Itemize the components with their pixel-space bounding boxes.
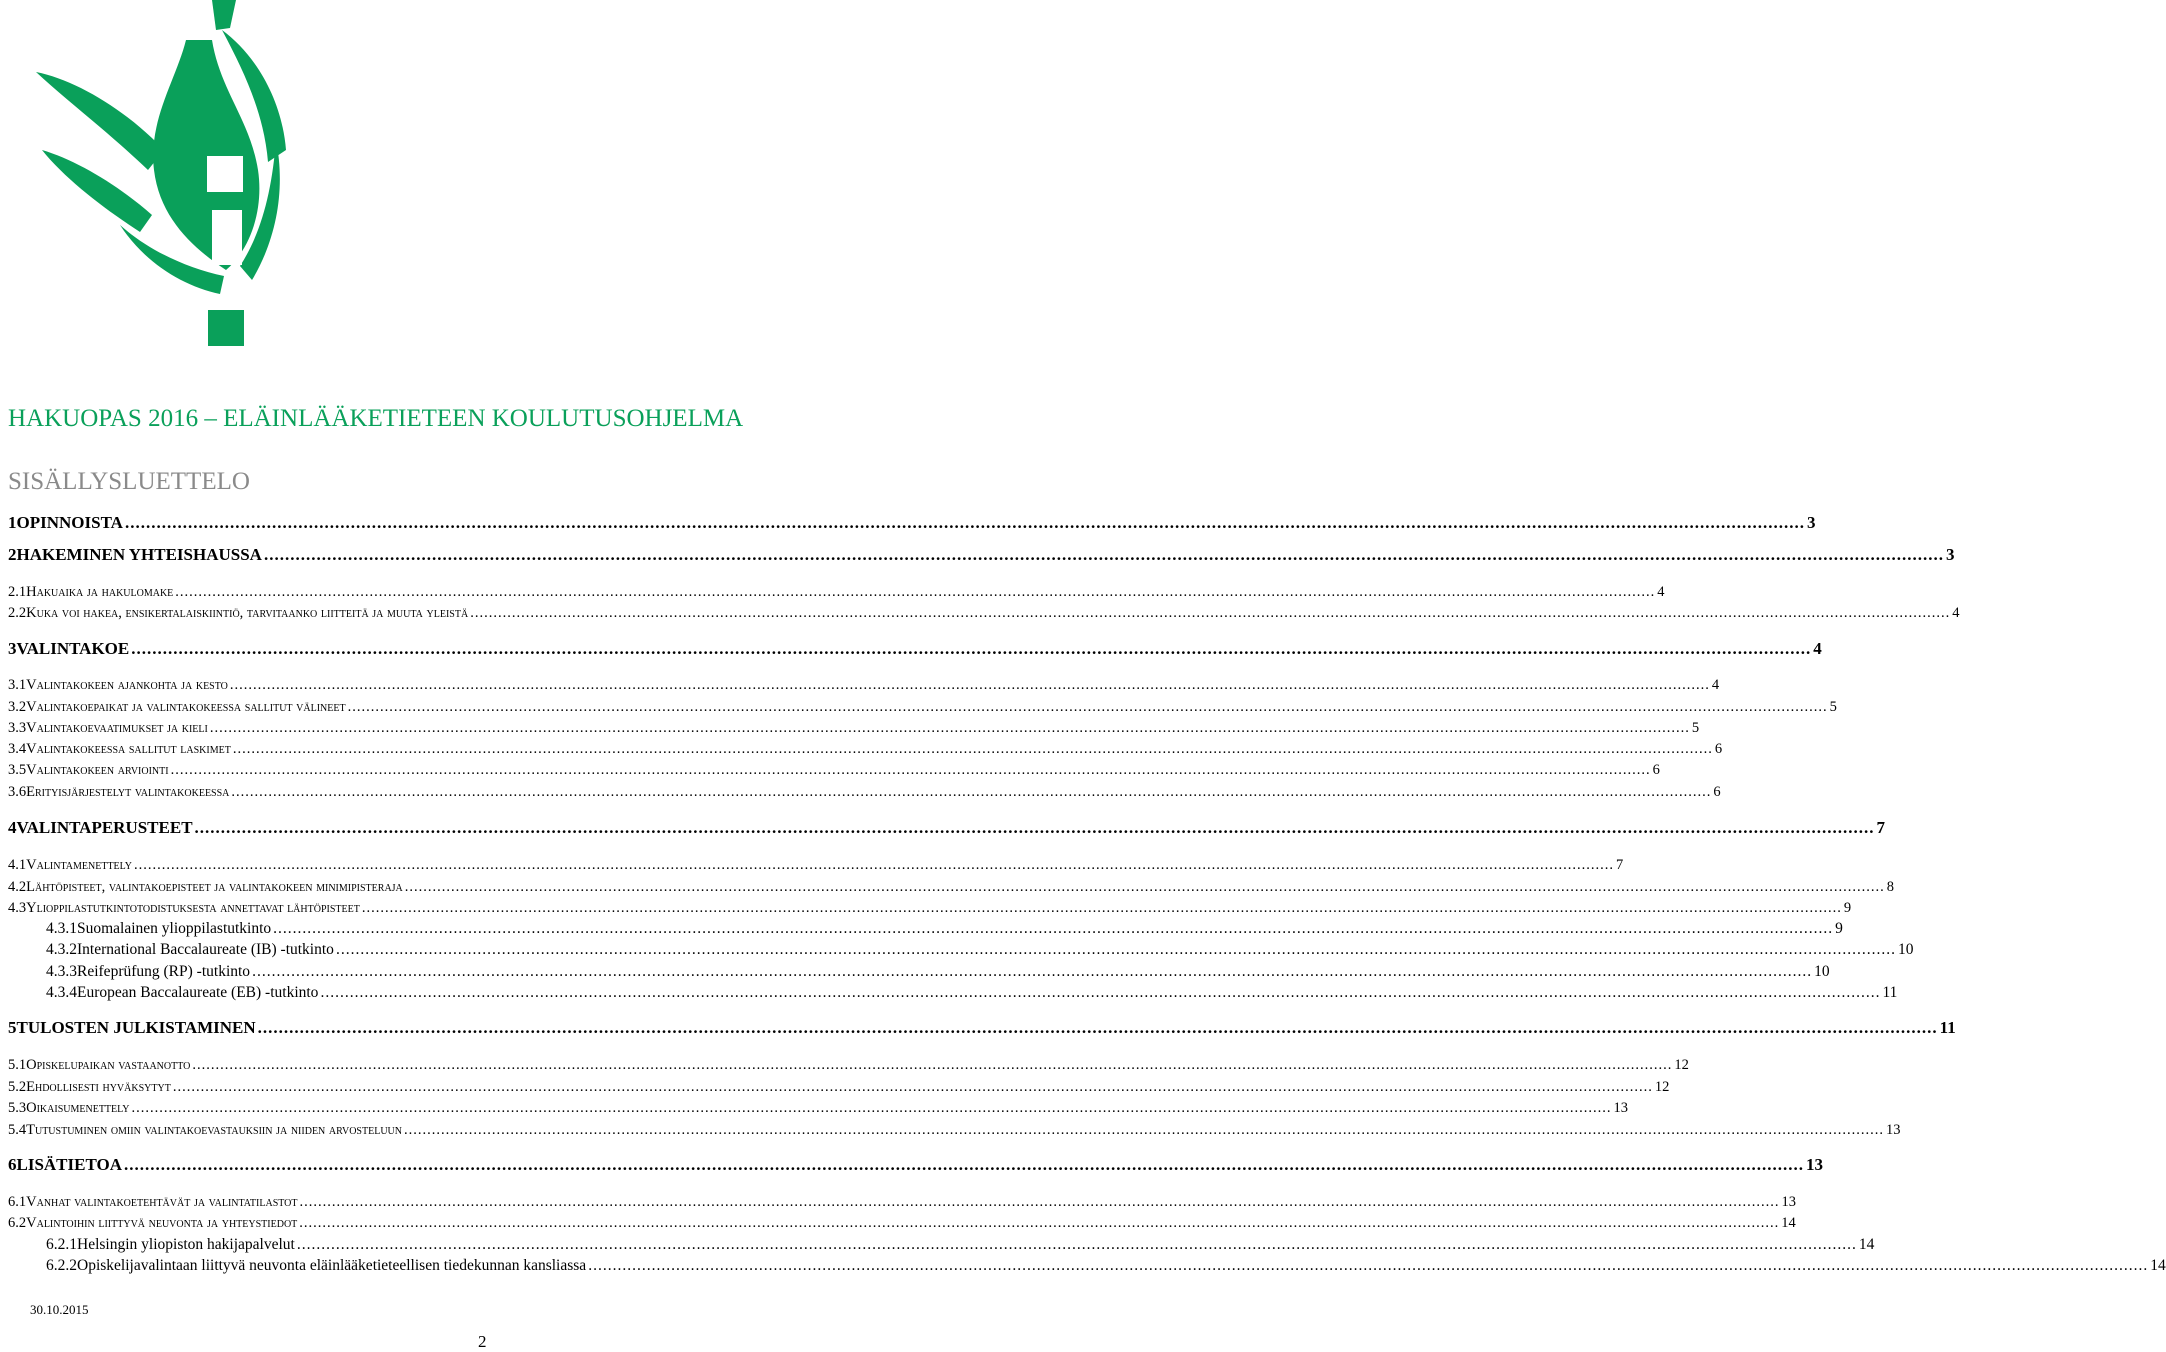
- toc-entry-label: Valintakokeen ajankohta ja kesto: [26, 677, 228, 693]
- toc-entry-number: 4.2: [8, 879, 27, 895]
- toc-entry-number: 4.1: [8, 857, 27, 873]
- toc-entry-page: 4: [1952, 605, 1960, 621]
- toc-entry[interactable]: [8, 782, 1721, 806]
- toc-entry-number: 4.3.4: [46, 984, 77, 1001]
- toc-entry-label: Opiskelupaikan vastaanotto: [26, 1057, 191, 1073]
- toc-entry-page: 3: [1945, 545, 1955, 564]
- toc-entry-number: 3.4: [8, 741, 27, 757]
- toc-entry-label: Valintakokeessa sallitut laskimet: [26, 741, 231, 757]
- toc-entry-number: 4.3.2: [46, 941, 77, 958]
- toc-entry-page: 13: [1613, 1100, 1628, 1116]
- toc-leader-dots: [231, 782, 1711, 802]
- toc-entry-number: 3.5: [8, 762, 27, 778]
- toc-entry[interactable]: [8, 940, 1914, 964]
- toc-entry-label: Ehdollisesti hyväksytyt: [26, 1079, 171, 1095]
- toc-entry-label: Tutustuminen omiin valintakoevastauksiin ja niiden arvosteluun: [26, 1122, 402, 1138]
- toc-entry-page: 6: [1714, 741, 1723, 757]
- toc-leader-dots: [297, 1235, 1857, 1255]
- toc-entry-number: 5.1: [8, 1057, 27, 1073]
- toc-entry-label: OPINNOISTA: [16, 513, 123, 532]
- toc-entry-number: 6.2.1: [46, 1236, 77, 1253]
- toc-entry[interactable]: [8, 818, 1886, 842]
- toc-entry[interactable]: [8, 1018, 1956, 1042]
- toc-entry-page: 9: [1843, 900, 1852, 916]
- toc-entry-number: 4: [8, 818, 17, 837]
- university-logo: [36, 0, 286, 350]
- toc-leader-dots: [131, 639, 1811, 659]
- toc-entry[interactable]: [8, 1213, 1796, 1237]
- toc-entry-label: Erityisjärjestelyt valintakokeessa: [26, 784, 230, 800]
- toc-leader-dots: [171, 760, 1651, 780]
- toc-leader-dots: [134, 855, 1614, 875]
- toc-leader-dots: [273, 919, 1833, 939]
- toc-entry-number: 6.2: [8, 1215, 27, 1231]
- toc-leader-dots: [252, 962, 1812, 982]
- toc-entry-page: 11: [1882, 984, 1898, 1001]
- toc-entry-label: European Baccalaureate (EB) -tutkinto: [77, 984, 319, 1001]
- toc-entry-page: 6: [1652, 762, 1660, 778]
- toc-entry-page: 8: [1886, 879, 1895, 895]
- toc-entry-label: Lähtöpisteet, valintakoepisteet ja valintakokeen minimipisteraja: [26, 879, 403, 895]
- toc-entry-label: Vanhat valintakoetehtävät ja valintatilastot: [26, 1194, 298, 1210]
- toc-entry-number: 3.1: [8, 677, 27, 693]
- toc-leader-dots: [405, 877, 1885, 897]
- toc-leader-dots: [230, 675, 1710, 695]
- toc-entry[interactable]: [8, 545, 1955, 569]
- toc-entry-label: Valintakokeen arviointi: [26, 762, 169, 778]
- toc-entry[interactable]: [8, 1155, 1824, 1179]
- toc-entry[interactable]: [8, 983, 1898, 1007]
- toc-entry-page: 14: [1858, 1236, 1875, 1253]
- toc-leader-dots: [173, 1077, 1653, 1097]
- toc-entry-number: 2: [8, 545, 17, 564]
- toc-entry-label: LISÄTIETOA: [16, 1155, 123, 1174]
- toc-entry-page: 14: [2150, 1257, 2166, 1274]
- toc-entry-number: 2.1: [8, 584, 27, 600]
- toc-entry-number: 3.2: [8, 699, 27, 715]
- toc-leader-dots: [264, 545, 1944, 565]
- toc-leader-dots: [299, 1213, 1779, 1233]
- toc-entry-label: Reifeprüfung (RP) -tutkinto: [77, 963, 251, 980]
- toc-entry-page: 4: [1657, 584, 1665, 600]
- toc-entry-number: 3.3: [8, 720, 27, 736]
- toc-entry-number: 5: [8, 1018, 17, 1037]
- toc-entry-page: 12: [1654, 1079, 1670, 1095]
- toc-leader-dots: [320, 983, 1880, 1003]
- footer-date: 30.10.2015: [30, 1302, 89, 1317]
- toc-entry-number: 6: [8, 1155, 17, 1174]
- toc-entry-label: Ylioppilastutkintotodistuksesta annettavat lähtöpisteet: [26, 900, 360, 916]
- toc-entry-label: HAKEMINEN YHTEISHAUSSA: [16, 545, 262, 564]
- toc-entry-number: 4.3: [8, 900, 27, 916]
- toc-entry-number: 5.4: [8, 1122, 27, 1138]
- toc-entry-page: 5: [1691, 720, 1700, 736]
- toc-entry[interactable]: [8, 639, 1822, 663]
- toc-entry-label: Kuka voi hakea, ensikertalaiskiintiö, tarvitaanko liitteitä ja muuta yleistä: [26, 605, 469, 621]
- toc-entry[interactable]: [8, 1055, 1689, 1079]
- toc-entry-page: 11: [1939, 1018, 1956, 1037]
- toc-entry-page: 3: [1806, 513, 1816, 532]
- toc-leader-dots: [258, 1018, 1938, 1038]
- toc-entry[interactable]: [8, 1120, 1901, 1144]
- toc-entry-page: 13: [1885, 1122, 1901, 1138]
- toc-entry-label: International Baccalaureate (IB) -tutkinto: [77, 941, 334, 958]
- toc-entry[interactable]: [8, 760, 1660, 784]
- toc-entry-page: 13: [1806, 1155, 1824, 1174]
- toc-leader-dots: [348, 697, 1828, 717]
- toc-entry-page: 14: [1781, 1215, 1796, 1231]
- toc-entry-label: Valintamenettely: [26, 857, 132, 873]
- toc-leader-dots: [300, 1192, 1780, 1212]
- toc-leader-dots: [195, 818, 1875, 838]
- toc-entry-number: 6.1: [8, 1194, 27, 1210]
- toc-entry[interactable]: [8, 675, 1720, 699]
- toc-entry-number: 5.2: [8, 1079, 27, 1095]
- toc-entry-page: 5: [1829, 699, 1837, 715]
- toc-leader-dots: [404, 1120, 1884, 1140]
- toc-entry[interactable]: [8, 603, 1960, 627]
- toc-entry-page: 7: [1876, 818, 1886, 837]
- toc-entry-page: 6: [1713, 784, 1721, 800]
- toc-leader-dots: [131, 1098, 1611, 1118]
- toc-entry-label: Oikaisumenettely: [26, 1100, 130, 1116]
- toc-entry[interactable]: [8, 513, 1816, 537]
- toc-entry-label: VALINTAKOE: [16, 639, 130, 658]
- toc-entry-label: Opiskelijavalintaan liittyvä neuvonta eläinlääketieteellisen tiedekunnan kansliassa: [77, 1257, 587, 1274]
- toc-entry[interactable]: [8, 1256, 2166, 1280]
- toc-entry[interactable]: [8, 1098, 1628, 1122]
- toc-entry-label: Valintakoevaatimukset ja kieli: [26, 720, 208, 736]
- toc-entry-label: Valintoihin liittyvä neuvonta ja yhteystiedot: [26, 1215, 298, 1231]
- toc-entry-label: TULOSTEN JULKISTAMINEN: [16, 1018, 256, 1037]
- toc-entry-page: 10: [1897, 941, 1914, 958]
- toc-entry-label: Suomalainen ylioppilastutkinto: [77, 920, 272, 937]
- toc-entry-page: 10: [1814, 963, 1830, 980]
- toc-entry-page: 13: [1781, 1194, 1797, 1210]
- toc-entry-number: 6.2.2: [46, 1257, 77, 1274]
- toc-entry-label: VALINTAPERUSTEET: [16, 818, 193, 837]
- toc-leader-dots: [192, 1055, 1672, 1075]
- toc-entry-label: Hakuaika ja hakulomake: [26, 584, 174, 600]
- toc-entry-number: 5.3: [8, 1100, 27, 1116]
- toc-entry-page: 4: [1711, 677, 1720, 693]
- toc-entry[interactable]: [8, 855, 1624, 879]
- toc-entry-label: Valintakoepaikat ja valintakokeessa sallitut välineet: [26, 699, 346, 715]
- toc-leader-dots: [125, 513, 1805, 533]
- toc-entry-page: 4: [1813, 639, 1822, 658]
- toc-entry-page: 9: [1835, 920, 1843, 937]
- toc-leader-dots: [124, 1155, 1804, 1175]
- toc-leader-dots: [336, 940, 1896, 960]
- toc-entry-page: 12: [1674, 1057, 1689, 1073]
- toc-leader-dots: [362, 898, 1842, 918]
- toc-leader-dots: [588, 1256, 2148, 1276]
- toc-entry-number: 3.6: [8, 784, 27, 800]
- toc-entry-number: 4.3.3: [46, 963, 77, 980]
- toc-entry-label: Helsingin yliopiston hakijapalvelut: [77, 1236, 295, 1253]
- document-title: HAKUOPAS 2016 – ELÄINLÄÄKETIETEEN KOULUTUSOHJELMA: [8, 405, 744, 432]
- toc-entry-number: 3: [8, 639, 17, 658]
- toc-entry-page: 7: [1616, 857, 1624, 873]
- toc-entry-number: 1: [8, 513, 17, 532]
- toc-leader-dots: [210, 718, 1690, 738]
- footer-page-number: 2: [478, 1332, 487, 1351]
- toc-entry-number: 4.3.1: [46, 920, 77, 937]
- toc-leader-dots: [470, 603, 1950, 623]
- toc-heading: SISÄLLYSLUETTELO: [8, 468, 250, 495]
- toc-leader-dots: [233, 739, 1713, 759]
- toc-leader-dots: [175, 582, 1655, 602]
- toc-entry-number: 2.2: [8, 605, 27, 621]
